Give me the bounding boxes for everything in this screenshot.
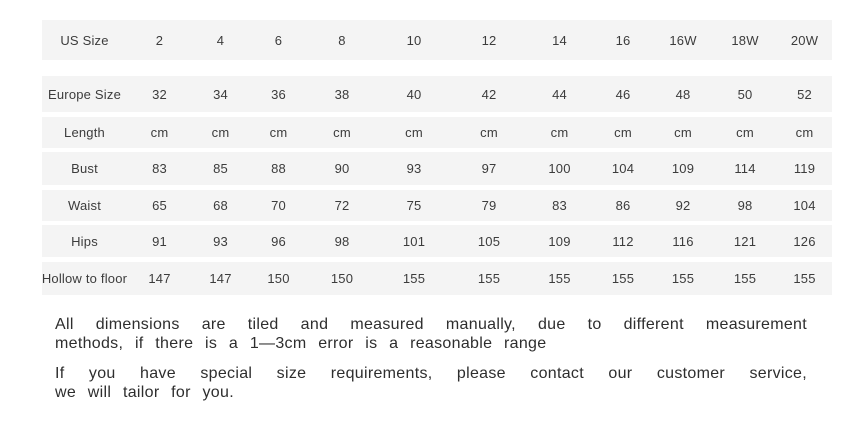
size-cell: 155 — [548, 271, 571, 286]
size-cell: 147 — [148, 271, 171, 286]
measurement-disclaimer-note — [55, 315, 807, 353]
size-cell: 126 — [793, 233, 816, 249]
size-cell: cm — [480, 125, 498, 140]
row-label: Europe Size — [47, 86, 122, 102]
size-cell: 42 — [481, 86, 497, 102]
size-cell: 101 — [402, 233, 426, 249]
size-cell: 98 — [737, 198, 753, 213]
size-cell: 52 — [797, 86, 812, 102]
size-cell: cm — [333, 125, 351, 140]
size-cell: 98 — [334, 233, 350, 249]
size-cell: 104 — [611, 161, 635, 176]
notes-section — [55, 315, 807, 402]
size-cell: cm — [150, 125, 169, 140]
table-row — [42, 152, 832, 185]
size-cell: 16W — [669, 32, 697, 48]
size-cell: 92 — [675, 198, 691, 213]
size-cell: 79 — [481, 198, 497, 213]
size-cell: 8 — [338, 32, 346, 48]
size-cell: 109 — [548, 233, 571, 249]
table-row — [42, 262, 832, 295]
size-cell: 116 — [672, 233, 694, 249]
size-cell: 18W — [731, 32, 759, 48]
size-cell: 150 — [267, 271, 290, 286]
size-cell: cm — [795, 125, 814, 140]
size-cell: 155 — [611, 271, 635, 286]
size-cell: 93 — [406, 161, 422, 176]
size-cell: 91 — [152, 233, 167, 249]
size-cell: 112 — [612, 233, 634, 249]
size-cell: 32 — [152, 86, 167, 102]
size-cell: 36 — [271, 86, 286, 102]
size-cell: 4 — [216, 32, 225, 48]
size-cell: 46 — [615, 86, 631, 102]
custom-tailor-note — [55, 364, 807, 402]
size-cell: 6 — [274, 32, 283, 48]
size-cell: cm — [405, 125, 423, 140]
size-cell: 155 — [671, 271, 695, 286]
note-line: If you have special size requirements, please contact our customer service, — [55, 365, 807, 382]
size-cell: 96 — [271, 233, 286, 249]
size-cell: 121 — [733, 233, 757, 249]
size-cell: 48 — [675, 86, 691, 102]
table-row — [42, 20, 832, 60]
size-cell: 38 — [334, 86, 350, 102]
size-cell: cm — [674, 125, 692, 140]
size-cell: cm — [550, 125, 569, 140]
size-cell: 100 — [548, 161, 571, 176]
size-cell: 83 — [552, 198, 567, 213]
size-cell: 16 — [615, 32, 631, 48]
row-label: US Size — [60, 32, 109, 48]
size-cell: 150 — [330, 271, 354, 286]
row-label: Hollow to floor — [41, 271, 128, 286]
size-cell: 90 — [334, 161, 350, 176]
note-line: methods, if there is a 1—3cm error is a reasonable range — [55, 335, 547, 352]
table-row — [42, 117, 832, 148]
size-cell: cm — [614, 125, 632, 140]
note-line: All dimensions are tiled and measured manually, due to different measurement — [55, 316, 807, 333]
table-row — [42, 225, 832, 257]
row-label: Hips — [71, 233, 98, 249]
note-line: we will tailor for you. — [55, 384, 234, 401]
size-cell: 20W — [790, 32, 819, 48]
size-cell: cm — [269, 125, 288, 140]
size-cell: 14 — [552, 32, 567, 48]
size-cell: 10 — [406, 32, 422, 48]
size-cell: 50 — [737, 86, 753, 102]
size-cell: 75 — [406, 198, 422, 213]
size-cell: cm — [736, 125, 754, 140]
size-cell: 97 — [481, 161, 497, 176]
row-label: Length — [64, 125, 105, 140]
size-cell: 70 — [271, 198, 286, 213]
size-cell: 44 — [552, 86, 567, 102]
table-row — [42, 76, 832, 112]
size-cell: 86 — [615, 198, 631, 213]
size-cell: 34 — [213, 86, 228, 102]
size-cell: 72 — [334, 198, 350, 213]
size-cell: 109 — [671, 161, 695, 176]
size-cell: 104 — [793, 198, 816, 213]
size-cell: 83 — [152, 161, 167, 176]
size-cell: 114 — [734, 161, 756, 176]
size-cell: 155 — [793, 271, 816, 286]
size-cell: 85 — [213, 161, 228, 176]
row-label: Waist — [67, 198, 102, 213]
table-row — [42, 190, 832, 221]
size-cell: 68 — [213, 198, 228, 213]
size-cell: 155 — [402, 271, 426, 286]
size-cell: 88 — [271, 161, 286, 176]
size-cell: 93 — [213, 233, 228, 249]
size-cell: 155 — [477, 271, 501, 286]
size-cell: 147 — [209, 271, 232, 286]
size-cell: 12 — [481, 32, 497, 48]
size-cell: 65 — [152, 198, 167, 213]
size-chart-table — [42, 20, 832, 295]
size-cell: 40 — [406, 86, 422, 102]
size-cell: cm — [211, 125, 230, 140]
size-cell: 2 — [155, 32, 164, 48]
size-cell: 119 — [793, 161, 816, 176]
size-cell: 105 — [477, 233, 501, 249]
size-cell: 155 — [733, 271, 757, 286]
row-label: Bust — [71, 161, 98, 176]
